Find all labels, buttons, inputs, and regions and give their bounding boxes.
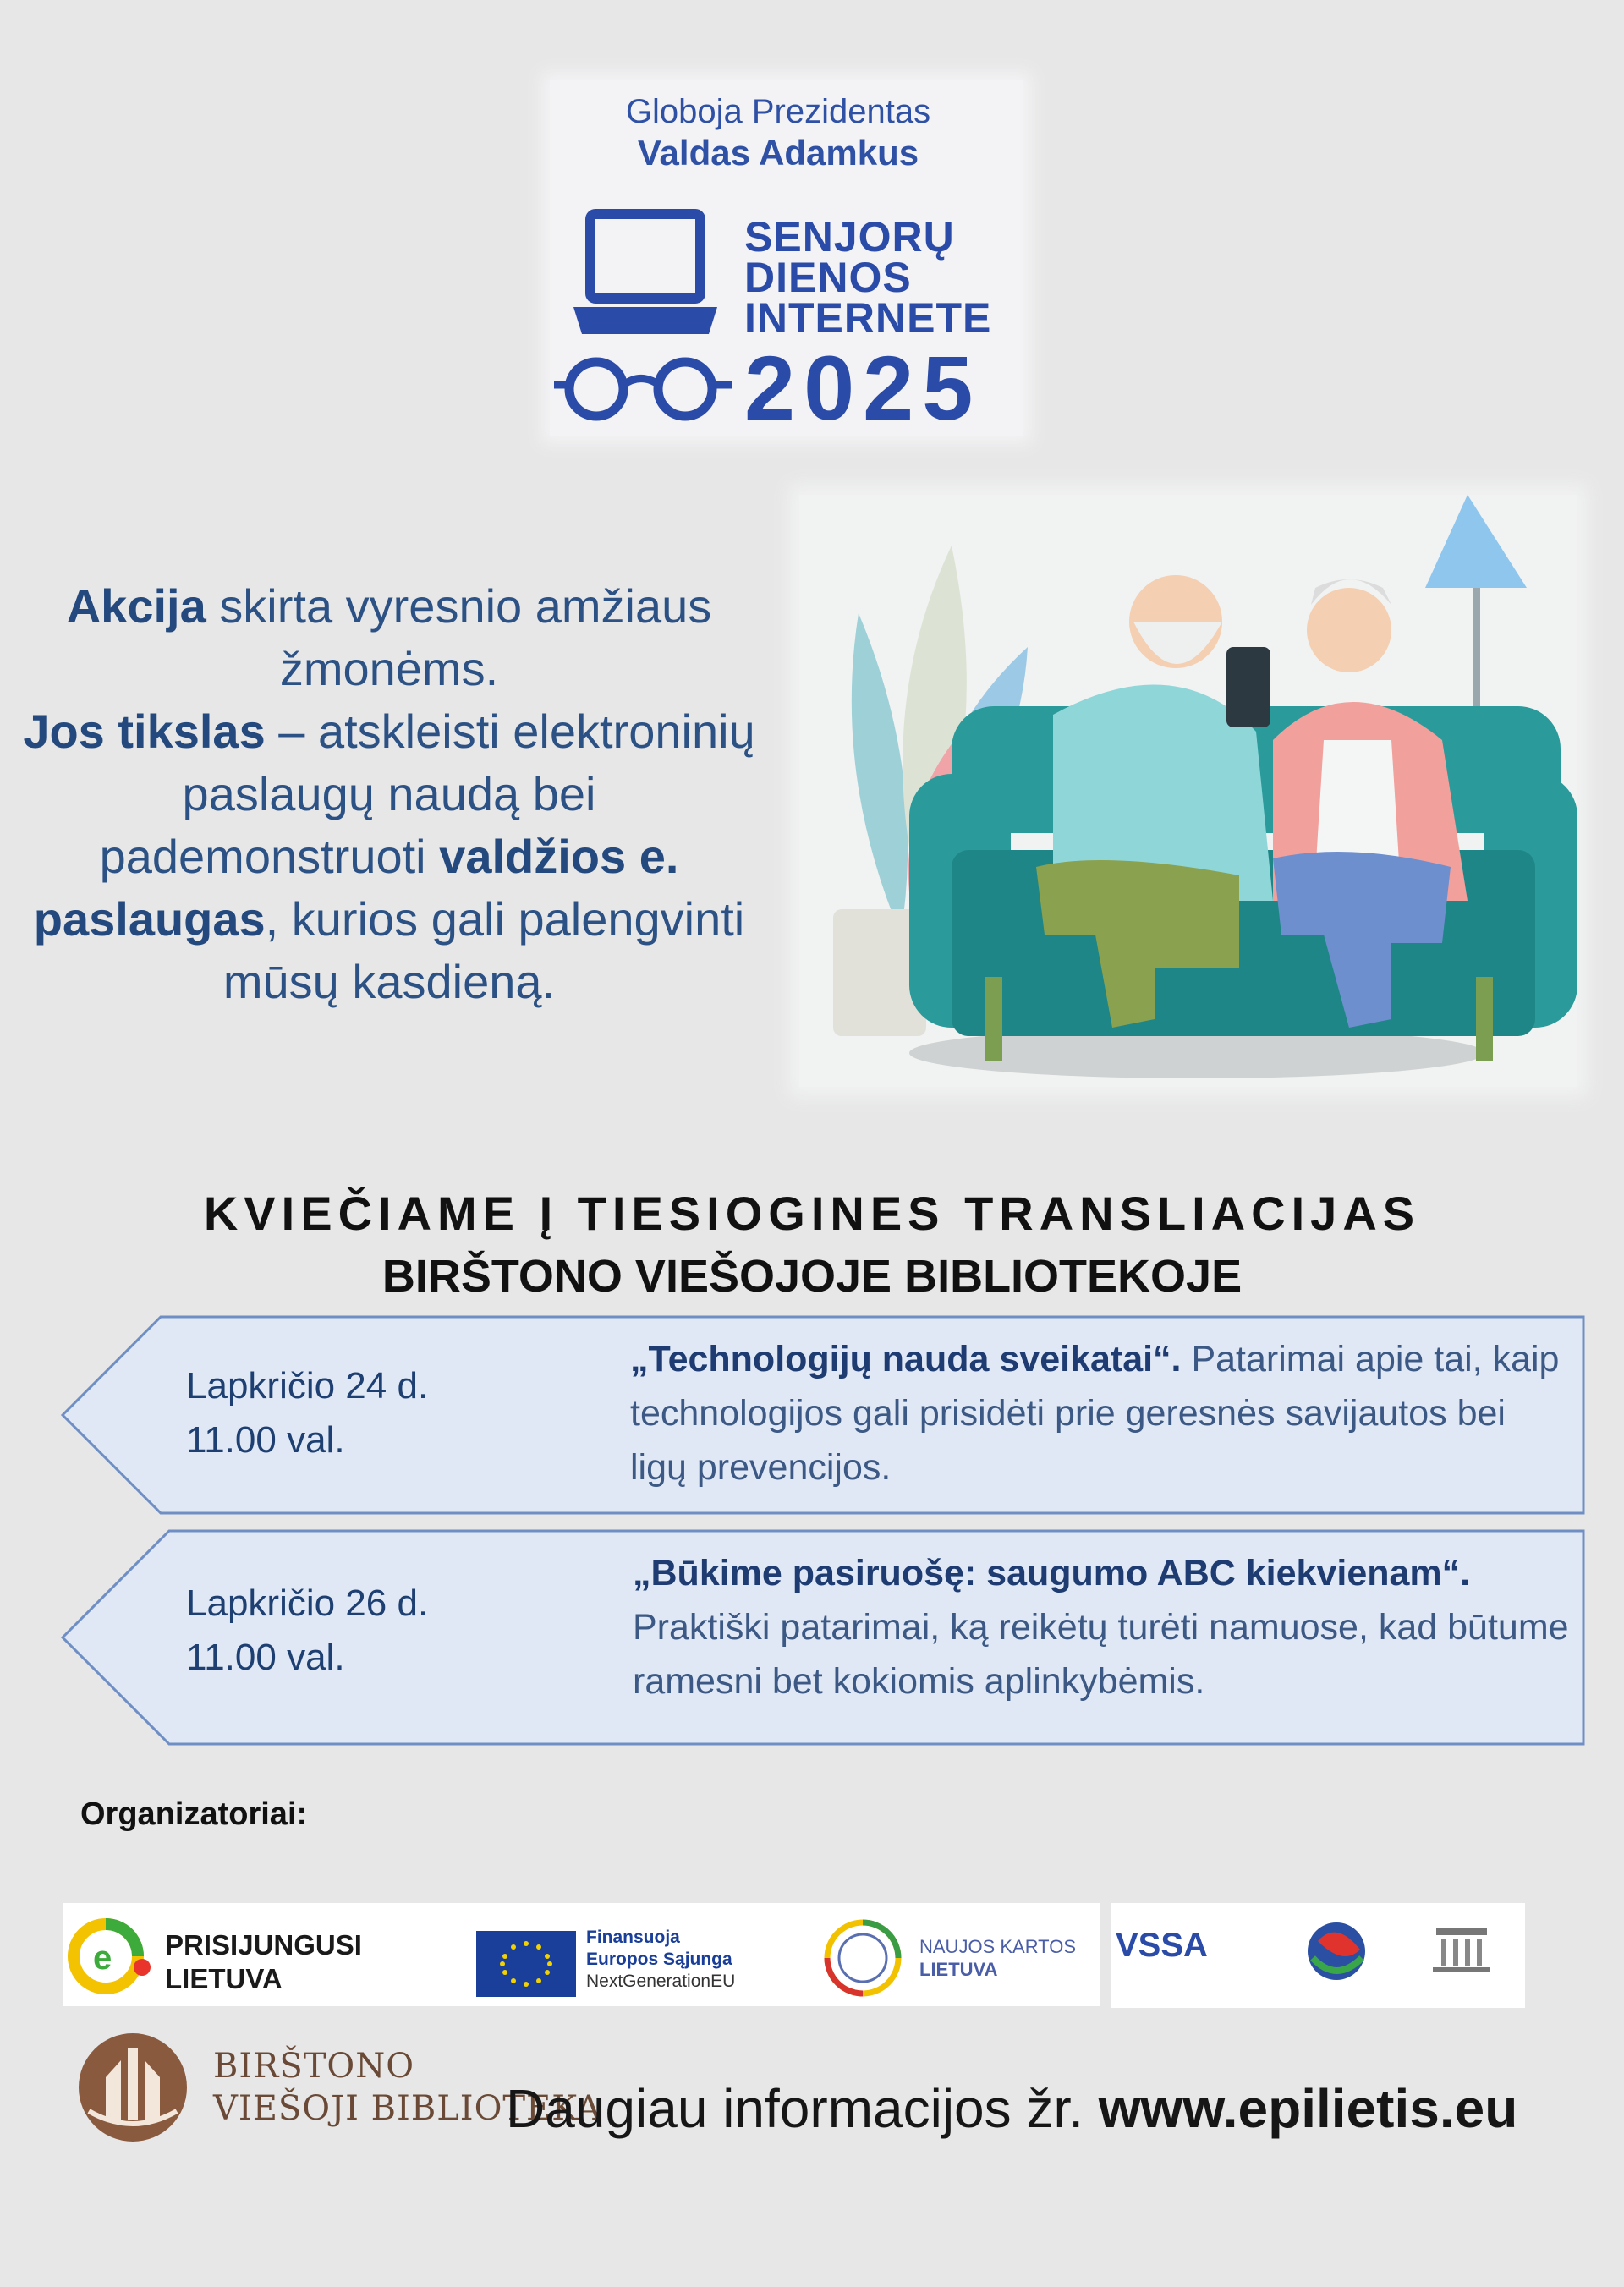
svg-text:e: e (93, 1939, 112, 1977)
event-2-date: Lapkričio 26 d. (186, 1582, 429, 1624)
library-name-line2: VIEŠOJI BIBLIOTEKA (213, 2089, 602, 2128)
naujos-kartos-lietuva-text (919, 1935, 1076, 1981)
intro-text-1: skirta vyresnio amžiaus žmonėms. (206, 579, 712, 695)
event-card-2 (59, 1529, 1586, 1746)
ministry-logo-icon (1301, 1916, 1373, 1988)
eu-funding-text (586, 1927, 735, 1993)
library-name-line1: BIRŠTONO (213, 2047, 414, 2086)
more-info-prefix: Daugiau informacijos žr. (506, 2078, 1099, 2139)
intro-text-3: , kurios gali palengvinti mūsų kasdieną. (222, 892, 745, 1008)
intro-bold-tikslas: Jos tikslas (23, 705, 266, 758)
event-2-time: 11.00 val. (186, 1637, 345, 1678)
event-1-date: Lapkričio 24 d. (186, 1365, 429, 1407)
intro-text (17, 575, 761, 1013)
eu-line3: NextGenerationEU (586, 1972, 736, 1991)
logo-title-line1: SENJORŲ (744, 213, 955, 261)
laptop-icon (567, 207, 727, 343)
intro-text-2: – atskleisti elektroninių paslaugų naudą bei pademonstruoti (99, 705, 755, 883)
prisijungusi-lietuva-text (165, 1928, 362, 1996)
event-2-title: „Būkime pasiruošę: saugumo ABC kiekvienam“. (633, 1553, 1471, 1593)
glasses-icon (554, 351, 736, 427)
intro-bold-akcija: Akcija (66, 579, 206, 633)
patron-line1: Globoja Prezidentas (625, 93, 931, 130)
naujos-kartos-lietuva-logo-icon (820, 1916, 905, 2000)
event-2-description (633, 1546, 1572, 1708)
event-1-time: 11.00 val. (186, 1419, 345, 1461)
national-library-logo-icon (1419, 1920, 1504, 1988)
prisijungusi-line1: PRISIJUNGUSI (165, 1929, 362, 1961)
event-1-datetime (186, 1359, 428, 1467)
eu-flag-icon (476, 1931, 576, 1997)
partner-logos-strip-2 (1111, 1903, 1525, 2008)
event-2-datetime (186, 1577, 428, 1685)
event-2-text: Praktiški patarimai, ką reikėtų turėti namuose, kad būtume ramesni bet kokiomis aplinkybėmis. (633, 1607, 1569, 1702)
logo-title-line2: DIENOS (744, 254, 912, 301)
organizers-label: Organizatoriai: (80, 1796, 308, 1832)
naujos-line2: LIETUVA (919, 1959, 998, 1980)
event-1-text: Patarimai apie tai, kaip technologijos gali prisidėti prie geresnės savijautos bei ligų prevencijos. (630, 1339, 1560, 1488)
logo-title-line3: INTERNETE (744, 294, 992, 342)
event-1-title: „Technologijų nauda sveikatai“. (630, 1339, 1182, 1379)
partner-logos-strip (63, 1903, 1100, 2006)
prisijungusi-lietuva-logo-icon (68, 1918, 152, 1994)
patron-line2: Valdas Adamkus (637, 133, 919, 173)
prisijungusi-line2: LIETUVA (165, 1963, 283, 1994)
headline-invitation: KVIEČIAME Į TIESIOGINES TRANSLIACIJAS (203, 1187, 1421, 1240)
library-emblem-icon (72, 2026, 195, 2149)
headline-library: BIRŠTONO VIEŠOJOJE BIBLIOTEKOJE (381, 1251, 1243, 1302)
more-info (506, 2077, 1517, 2140)
logo-year: 2025 (744, 337, 982, 439)
event-card-1 (59, 1315, 1586, 1515)
event-1-description (630, 1332, 1569, 1495)
eu-line1: Finansuoja (586, 1928, 680, 1947)
eu-line2: Europos Sąjunga (586, 1950, 732, 1969)
campaign-logo (550, 80, 1023, 439)
seniors-on-sofa-illustration (799, 495, 1577, 1087)
vssa-logo: VSSA (1116, 1927, 1208, 1964)
intro-bold-eservices: valdžios e. paslaugas (33, 830, 679, 946)
naujos-line1: NAUJOS KARTOS (919, 1936, 1077, 1957)
website-link[interactable]: www.epilietis.eu (1098, 2078, 1518, 2139)
